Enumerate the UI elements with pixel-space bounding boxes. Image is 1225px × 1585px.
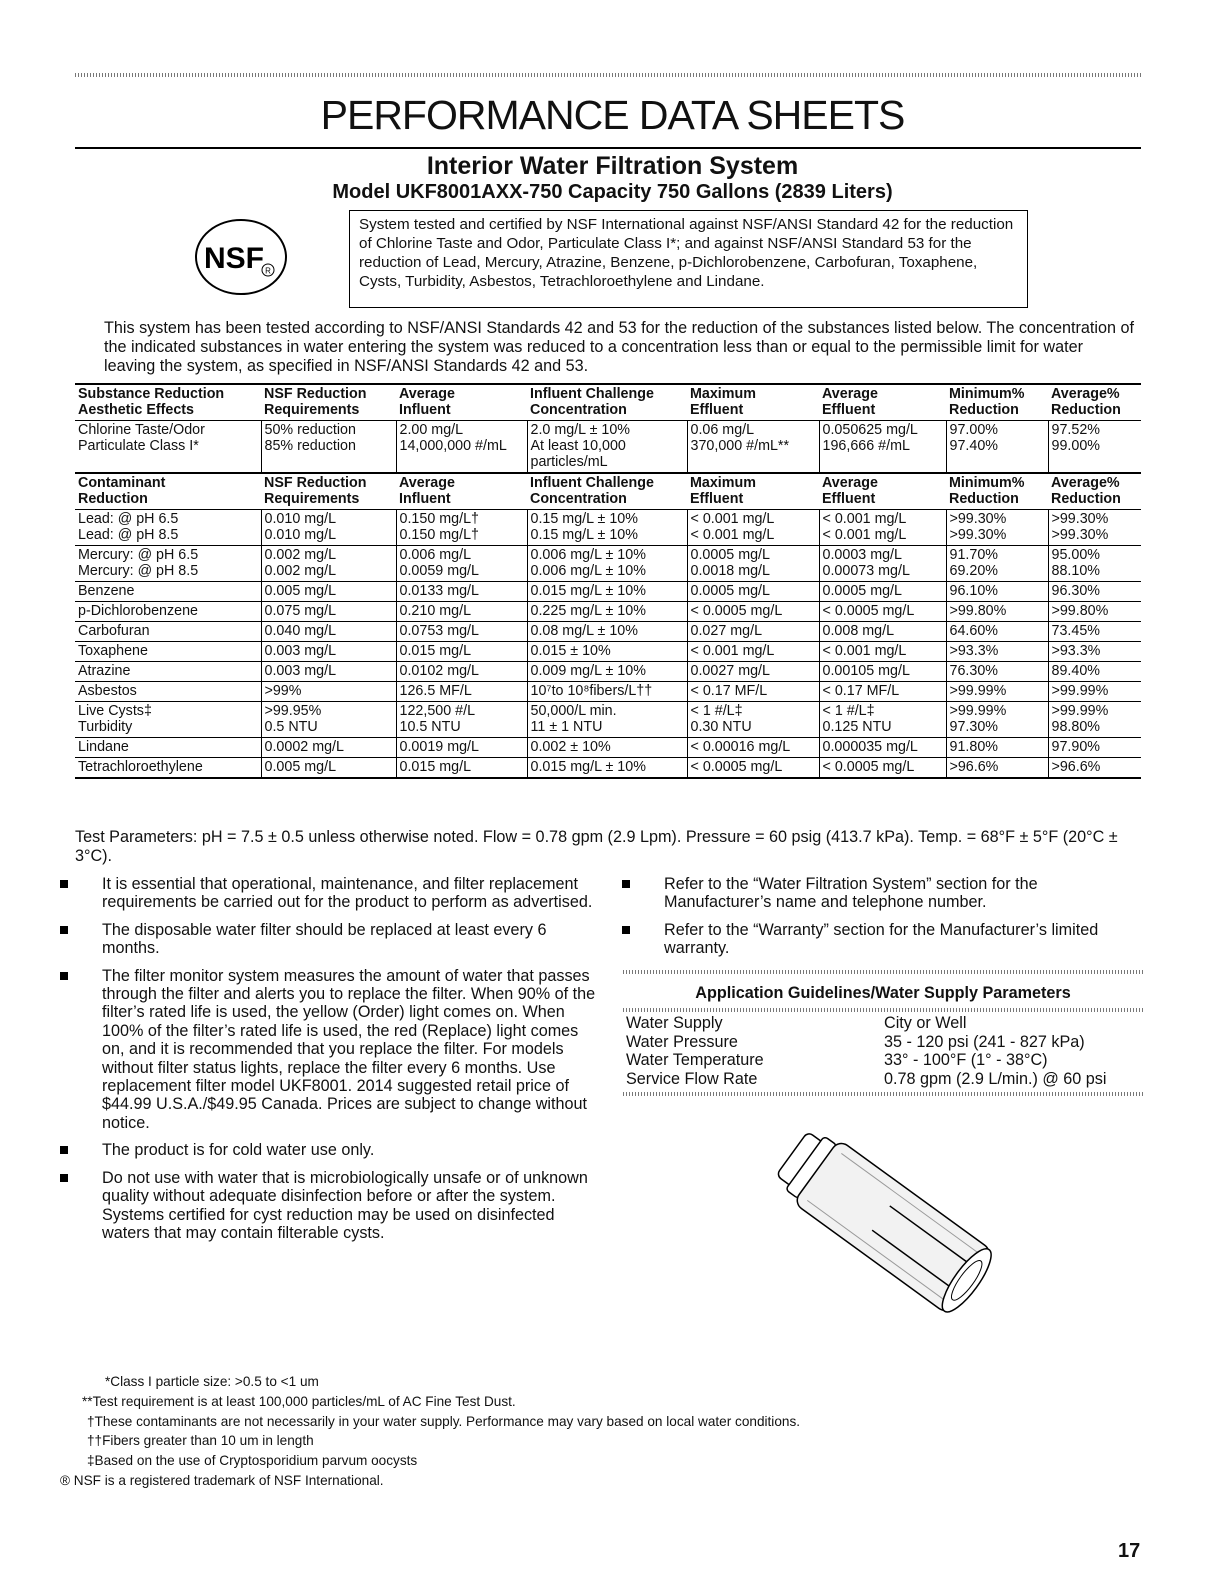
model-title: Model UKF8001AXX-750 Capacity 750 Gallons (2839 Liters) xyxy=(332,181,893,203)
table-cell: 122,500 #/L 10.5 NTU xyxy=(396,702,527,738)
table-header-row xyxy=(75,473,1141,510)
parameter-value: 35 - 120 psi (241 - 827 kPa) xyxy=(884,1032,1085,1051)
table-header-cell: Influent Challenge Concentration xyxy=(527,473,687,510)
test-parameters: Test Parameters: pH = 7.5 ± 0.5 unless otherwise noted. Flow = 0.78 gpm (2.9 Lpm). Pressure = 60 psig (413.7 kPa). Temp. = 68°F ± 5°F (20°C ± 3°C). xyxy=(75,828,1118,865)
table-cell: 0.015 ± 10% xyxy=(527,642,687,662)
table-cell: 0.015 mg/L ± 10% xyxy=(527,582,687,602)
bullet-square-icon xyxy=(622,880,630,888)
table-cell: < 0.001 mg/L < 0.001 mg/L xyxy=(687,510,819,546)
table-cell: >99.99% xyxy=(946,682,1048,702)
table-row xyxy=(75,546,1141,582)
page-title: PERFORMANCE DATA SHEETS xyxy=(320,92,905,138)
bullet-square-icon xyxy=(60,1146,68,1154)
parameter-value: City or Well xyxy=(884,1014,967,1032)
bullet-text: The product is for cold water use only. xyxy=(102,1141,375,1160)
table-cell: 95.00% 88.10% xyxy=(1048,546,1141,582)
app-guidelines-row xyxy=(626,1051,1141,1070)
bullet-item xyxy=(60,1141,598,1159)
table-cell: < 0.17 MF/L xyxy=(819,682,946,702)
table-cell: 0.0005 mg/L xyxy=(819,582,946,602)
table-header-row xyxy=(75,384,1141,421)
table-header-cell: Maximum Effluent xyxy=(687,384,819,421)
bullet-square-icon xyxy=(60,1174,68,1182)
table-cell: 0.002 ± 10% xyxy=(527,738,687,758)
table-cell: < 0.001 mg/L xyxy=(687,642,819,662)
bullet-square-icon xyxy=(60,926,68,934)
table-cell: Carbofuran xyxy=(75,622,261,642)
table-cell: 0.015 mg/L ± 10% xyxy=(527,758,687,779)
footnote: ††Fibers greater than 10 um in length xyxy=(87,1433,314,1449)
nsf-logo xyxy=(193,218,289,296)
table-header-cell: Maximum Effluent xyxy=(687,473,819,510)
table-cell: 0.0102 mg/L xyxy=(396,662,527,682)
table-cell: 0.0133 mg/L xyxy=(396,582,527,602)
table-cell: 126.5 MF/L xyxy=(396,682,527,702)
table-cell: 0.027 mg/L xyxy=(687,622,819,642)
bullet-item xyxy=(60,1169,598,1243)
bullet-text: The disposable water filter should be replaced at least every 6 months. xyxy=(102,920,547,958)
table-cell: 0.005 mg/L xyxy=(261,758,396,779)
table-cell: >93.3% xyxy=(1048,642,1141,662)
bullet-text: Do not use with water that is microbiologically unsafe or of unknown quality without adequate disinfection before or after the system. Systems certified for cyst reduction may be used on disinfected waters that may contain filterable cysts. xyxy=(102,1168,588,1242)
table-cell: 0.003 mg/L xyxy=(261,642,396,662)
table-header-cell: Average Effluent xyxy=(819,473,946,510)
page-number: 17 xyxy=(1118,1540,1141,1562)
table-cell: 0.0019 mg/L xyxy=(396,738,527,758)
bullet-item xyxy=(60,921,598,958)
table-header-cell: Contaminant Reduction xyxy=(75,473,261,510)
bullet-item xyxy=(60,967,598,1133)
table-row xyxy=(75,622,1141,642)
table-cell: 64.60% xyxy=(946,622,1048,642)
app-guidelines-row xyxy=(626,1033,1141,1052)
table-cell: >96.6% xyxy=(1048,758,1141,779)
table-row xyxy=(75,662,1141,682)
table-cell: Toxaphene xyxy=(75,642,261,662)
app-top-dotted-rule xyxy=(623,970,1143,974)
table-row xyxy=(75,702,1141,738)
bullet-text: Refer to the “Warranty” section for the Manufacturer’s limited warranty. xyxy=(664,920,1099,958)
table-cell: 0.225 mg/L ± 10% xyxy=(527,602,687,622)
table-cell: 0.005 mg/L xyxy=(261,582,396,602)
table-cell: p-Dichlorobenzene xyxy=(75,602,261,622)
table-cell: 89.40% xyxy=(1048,662,1141,682)
table-cell: 91.80% xyxy=(946,738,1048,758)
intro-paragraph: This system has been tested according to NSF/ANSI Standards 42 and 53 for the reduction of the substances listed below. The concentration of the indicated substances in water entering the system was reduced to a concentration less than or equal to the permissible limit for water leaving the system, as specified in NSF/ANSI Standards 42 and 53. xyxy=(104,319,1134,375)
table-cell: >99.80% xyxy=(946,602,1048,622)
table-cell: >99.95% 0.5 NTU xyxy=(261,702,396,738)
table-header-cell: NSF Reduction Requirements xyxy=(261,473,396,510)
table-row xyxy=(75,738,1141,758)
footnote: †These contaminants are not necessarily in your water supply. Performance may vary based on local water conditions. xyxy=(87,1413,801,1429)
table-cell: 0.0027 mg/L xyxy=(687,662,819,682)
bullet-square-icon xyxy=(622,926,630,934)
footnote: ® NSF is a registered trademark of NSF International. xyxy=(60,1472,384,1488)
table-header-cell: Average Influent xyxy=(396,473,527,510)
left-bullet-list xyxy=(60,875,598,1251)
table-cell: 0.040 mg/L xyxy=(261,622,396,642)
bullet-item xyxy=(622,875,1142,912)
app-bottom-dotted-rule xyxy=(623,1092,1143,1096)
table-header-cell: Minimum% Reduction xyxy=(946,384,1048,421)
table-row xyxy=(75,682,1141,702)
table-cell: Atrazine xyxy=(75,662,261,682)
table-header-cell: Average% Reduction xyxy=(1048,473,1141,510)
certification-box xyxy=(349,210,1028,308)
app-guidelines-title: Application Guidelines/Water Supply Parameters xyxy=(695,984,1071,1002)
bullet-text: Refer to the “Water Filtration System” section for the Manufacturer’s name and telephone number. xyxy=(664,875,1038,912)
svg-text:R: R xyxy=(265,266,271,276)
table-header-cell: Minimum% Reduction xyxy=(946,473,1048,510)
app-guidelines-row xyxy=(626,1070,1141,1089)
table-cell: >93.3% xyxy=(946,642,1048,662)
table-cell: 0.010 mg/L 0.010 mg/L xyxy=(261,510,396,546)
footnote: *Class I particle size: >0.5 to <1 um xyxy=(105,1374,319,1389)
table-cell: Lead: @ pH 6.5 Lead: @ pH 8.5 xyxy=(75,510,261,546)
bullet-item xyxy=(60,875,598,912)
table-cell: 0.015 mg/L xyxy=(396,758,527,779)
bullet-item xyxy=(622,921,1142,958)
table-cell: 0.0753 mg/L xyxy=(396,622,527,642)
table-cell: 0.006 mg/L 0.0059 mg/L xyxy=(396,546,527,582)
title-rule xyxy=(75,147,1141,149)
table-cell: 0.015 mg/L xyxy=(396,642,527,662)
table-cell: 0.15 mg/L ± 10% 0.15 mg/L ± 10% xyxy=(527,510,687,546)
table-cell: Tetrachloroethylene xyxy=(75,758,261,779)
table-cell: >99.30% >99.30% xyxy=(946,510,1048,546)
bullet-square-icon xyxy=(60,972,68,980)
parameter-name: Service Flow Rate xyxy=(626,1069,758,1088)
app-guidelines-table xyxy=(626,1014,1141,1088)
table-row xyxy=(75,421,1141,474)
table-cell: 73.45% xyxy=(1048,622,1141,642)
table-cell: 0.000035 mg/L xyxy=(819,738,946,758)
table-cell: 91.70% 69.20% xyxy=(946,546,1048,582)
table-cell: < 1 #/L‡ 0.125 NTU xyxy=(819,702,946,738)
table-cell: >99.99% 97.30% xyxy=(946,702,1048,738)
table-cell: Lindane xyxy=(75,738,261,758)
table-cell: >99.80% xyxy=(1048,602,1141,622)
parameter-name: Water Supply xyxy=(626,1014,723,1032)
table-cell: 0.006 mg/L ± 10% 0.006 mg/L ± 10% xyxy=(527,546,687,582)
table-cell: < 0.0005 mg/L xyxy=(687,602,819,622)
table-cell: >99% xyxy=(261,682,396,702)
table-cell: 97.52% 99.00% xyxy=(1048,421,1141,474)
table-cell: 0.150 mg/L† 0.150 mg/L† xyxy=(396,510,527,546)
table-cell: 0.009 mg/L ± 10% xyxy=(527,662,687,682)
table-cell: 0.0002 mg/L xyxy=(261,738,396,758)
table-header-cell: NSF Reduction Requirements xyxy=(261,384,396,421)
parameter-value: 0.78 gpm (2.9 L/min.) @ 60 psi xyxy=(884,1069,1107,1088)
table-header-cell: Substance Reduction Aesthetic Effects xyxy=(75,384,261,421)
app-guidelines-row xyxy=(626,1014,1141,1033)
table-cell: 50,000/L min. 11 ± 1 NTU xyxy=(527,702,687,738)
table-cell: Benzene xyxy=(75,582,261,602)
table-cell: < 0.001 mg/L < 0.001 mg/L xyxy=(819,510,946,546)
table-cell: Mercury: @ pH 6.5 Mercury: @ pH 8.5 xyxy=(75,546,261,582)
top-dotted-rule xyxy=(75,73,1141,77)
water-filter-cartridge-image xyxy=(760,1126,1010,1316)
table-cell: < 0.00016 mg/L xyxy=(687,738,819,758)
bullet-square-icon xyxy=(60,880,68,888)
table-cell: 50% reduction 85% reduction xyxy=(261,421,396,474)
footnote: ‡Based on the use of Cryptosporidium parvum oocysts xyxy=(87,1453,418,1469)
table-cell: 0.0005 mg/L xyxy=(687,582,819,602)
table-cell: >96.6% xyxy=(946,758,1048,779)
table-cell: < 0.001 mg/L xyxy=(819,642,946,662)
table-cell: >99.99% xyxy=(1048,682,1141,702)
table-cell: < 0.17 MF/L xyxy=(687,682,819,702)
table-cell: 96.10% xyxy=(946,582,1048,602)
app-mid-dotted-rule xyxy=(623,1008,1143,1012)
footnote: **Test requirement is at least 100,000 particles/mL of AC Fine Test Dust. xyxy=(82,1393,516,1409)
bullet-text: The filter monitor system measures the amount of water that passes through the filter and alerts you to replace the filter. When 90% of the filter’s rated life is used, the yellow (Order) light comes on. When 100% of the filter’s rated life is used, the red (Replace) light comes on, and it is recommended that you replace the filter. For models without filter status lights, replace the filter every 6 months. Use replacement filter model UKF8001. 2014 suggested retail price of $44.99 U.S.A./$49.95 Canada. Prices are subject to change without notice. xyxy=(102,966,596,1132)
table-cell: 10⁷to 10⁸fibers/L†† xyxy=(527,682,687,702)
table-header-cell: Average Effluent xyxy=(819,384,946,421)
table-cell: < 0.0005 mg/L xyxy=(819,602,946,622)
table-row xyxy=(75,758,1141,779)
performance-table xyxy=(75,383,1141,779)
table-cell: 0.08 mg/L ± 10% xyxy=(527,622,687,642)
parameter-name: Water Pressure xyxy=(626,1032,738,1051)
table-cell: < 0.0005 mg/L xyxy=(819,758,946,779)
table-cell: < 1 #/L‡ 0.30 NTU xyxy=(687,702,819,738)
table-cell: Asbestos xyxy=(75,682,261,702)
table-cell: 0.06 mg/L 370,000 #/mL** xyxy=(687,421,819,474)
table-header-cell: Influent Challenge Concentration xyxy=(527,384,687,421)
table-header-cell: Average Influent xyxy=(396,384,527,421)
table-cell: 0.210 mg/L xyxy=(396,602,527,622)
table-row xyxy=(75,642,1141,662)
table-cell: >99.99% 98.80% xyxy=(1048,702,1141,738)
table-cell: 0.050625 mg/L 196,666 #/mL xyxy=(819,421,946,474)
table-cell: 0.008 mg/L xyxy=(819,622,946,642)
system-title: Interior Water Filtration System xyxy=(426,152,799,180)
table-cell: 0.002 mg/L 0.002 mg/L xyxy=(261,546,396,582)
table-cell: 76.30% xyxy=(946,662,1048,682)
table-cell: >99.30% >99.30% xyxy=(1048,510,1141,546)
table-cell: 2.0 mg/L ± 10% At least 10,000 particles/mL xyxy=(527,421,687,474)
table-row xyxy=(75,510,1141,546)
table-header-cell: Average% Reduction xyxy=(1048,384,1141,421)
bullet-text: It is essential that operational, maintenance, and filter replacement requirements be carried out for the product to perform as advertised. xyxy=(102,875,593,912)
nsf-logo-text: NSF xyxy=(204,242,264,275)
table-cell: 0.003 mg/L xyxy=(261,662,396,682)
table-cell: Live Cysts‡ Turbidity xyxy=(75,702,261,738)
table-cell: 0.00105 mg/L xyxy=(819,662,946,682)
table-cell: 0.0003 mg/L 0.00073 mg/L xyxy=(819,546,946,582)
footnotes xyxy=(60,1372,800,1491)
table-cell: 2.00 mg/L 14,000,000 #/mL xyxy=(396,421,527,474)
table-cell: 97.00% 97.40% xyxy=(946,421,1048,474)
table-row xyxy=(75,582,1141,602)
table-cell: < 0.0005 mg/L xyxy=(687,758,819,779)
parameter-value: 33° - 100°F (1° - 38°C) xyxy=(884,1051,1048,1069)
right-bullet-list xyxy=(622,875,1142,967)
table-cell: 0.075 mg/L xyxy=(261,602,396,622)
table-cell: 96.30% xyxy=(1048,582,1141,602)
table-cell: 0.0005 mg/L 0.0018 mg/L xyxy=(687,546,819,582)
certification-text: System tested and certified by NSF International against NSF/ANSI Standard 42 for the reduction of Chlorine Taste and Odor, Particulate Class I*; and against NSF/ANSI Standard 53 for the reduction of Lead, Mercury, Atrazine, Benzene, p-Dichlorobenzene, Carbofuran, Toxaphene, Cysts, Turbidity, Asbestos, Tetrachloroethylene and Lindane. xyxy=(359,216,1014,290)
table-cell: Chlorine Taste/Odor Particulate Class I* xyxy=(75,421,261,474)
table-cell: 97.90% xyxy=(1048,738,1141,758)
parameter-name: Water Temperature xyxy=(626,1051,764,1069)
table-row xyxy=(75,602,1141,622)
